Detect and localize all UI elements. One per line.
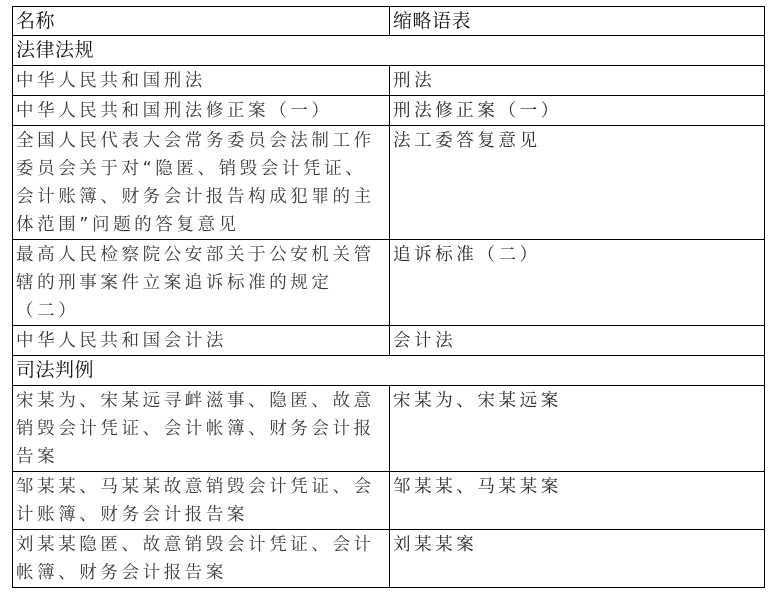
table-row [13, 126, 765, 240]
row-abbreviation: 追诉标准（二） [390, 240, 765, 326]
row-name: 中华人民共和国刑法修正案（一） [13, 96, 390, 126]
table-row [13, 96, 765, 126]
table-row [13, 472, 765, 530]
row-abbreviation: 刑法 [390, 66, 765, 96]
abbreviation-table [12, 6, 765, 588]
row-name: 最高人民检察院公安部关于公安机关管辖的刑事案件立案追诉标准的规定（二） [13, 240, 390, 326]
row-abbreviation: 法工委答复意见 [390, 126, 765, 240]
row-name: 中华人民共和国刑法 [13, 66, 390, 96]
row-name: 全国人民代表大会常务委员会法制工作委员会关于对“隐匿、销毁会计凭证、会计账簿、财务会计报告构成犯罪的主体范围”问题的答复意见 [13, 126, 390, 240]
row-abbreviation: 邹某某、马某某案 [390, 472, 765, 530]
row-abbreviation: 刑法修正案（一） [390, 96, 765, 126]
table-row [13, 326, 765, 356]
table-row [13, 66, 765, 96]
row-abbreviation: 刘某某案 [390, 530, 765, 588]
row-name: 邹某某、马某某故意销毁会计凭证、会计账簿、财务会计报告案 [13, 472, 390, 530]
header-abbreviation: 缩略语表 [390, 7, 765, 36]
table-row [13, 530, 765, 588]
section-title: 法律法规 [13, 36, 765, 66]
header-name: 名称 [13, 7, 390, 36]
section-title: 司法判例 [13, 356, 765, 386]
table-row [13, 386, 765, 472]
row-name: 刘某某隐匿、故意销毁会计凭证、会计帐簿、财务会计报告案 [13, 530, 390, 588]
row-abbreviation: 宋某为、宋某远案 [390, 386, 765, 472]
table-header-row [13, 7, 765, 36]
row-name: 宋某为、宋某远寻衅滋事、隐匿、故意销毁会计凭证、会计帐簿、财务会计报告案 [13, 386, 390, 472]
section-row-cases [13, 356, 765, 386]
row-abbreviation: 会计法 [390, 326, 765, 356]
row-name: 中华人民共和国会计法 [13, 326, 390, 356]
section-row-laws [13, 36, 765, 66]
table-row [13, 240, 765, 326]
